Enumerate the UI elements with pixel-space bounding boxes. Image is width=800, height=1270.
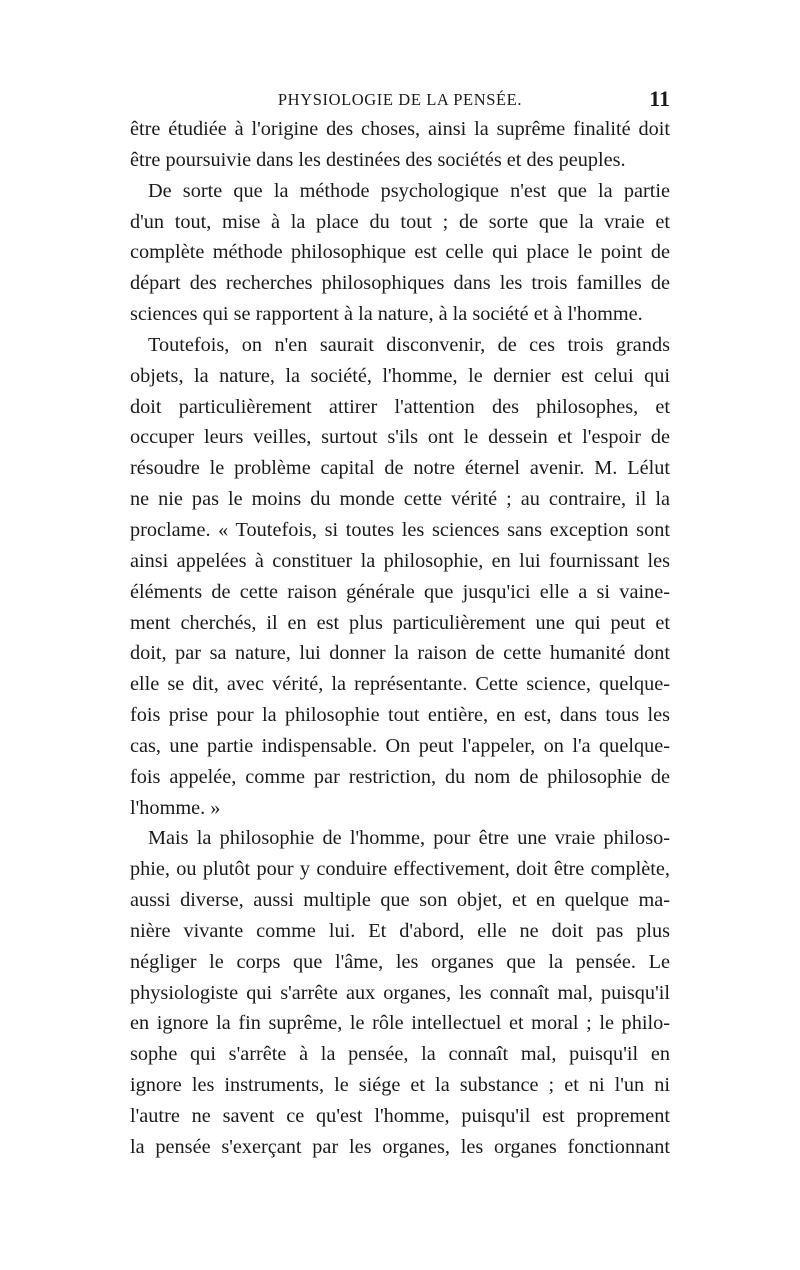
text-line: départ des recherches philosophiques dans les trois familles de (130, 272, 670, 295)
text-line: aussi diverse, aussi multiple que son objet, et en quelque ma- (130, 889, 670, 912)
text-line: phie, ou plutôt pour y conduire effectivement, doit être complète, (130, 858, 670, 881)
running-title: PHYSIOLOGIE DE LA PENSÉE. (277, 90, 523, 109)
text-line: complète méthode philosophique est celle qui place le point de (130, 241, 670, 264)
text-line: nière vivante comme lui. Et d'abord, elle ne doit pas plus (130, 919, 670, 942)
text-line: occuper leurs veilles, surtout s'ils ont le dessein et l'espoir de (130, 426, 670, 449)
text-line: ainsi appelées à constituer la philosophie, en lui fournissant les (130, 549, 670, 572)
text-line: ment cherchés, il en est plus particulièrement une qui peut et (130, 611, 670, 634)
text-line: être poursuivie dans les destinées des sociétés et des peuples. (130, 148, 626, 171)
text-line: ne nie pas le moins du monde cette vérité ; au contraire, il la (130, 488, 670, 511)
text-line: négliger le corps que l'âme, les organes que la pensée. Le (130, 950, 670, 973)
text-line: résoudre le problème capital de notre éternel avenir. M. Lélut (130, 457, 670, 480)
book-page (130, 86, 670, 1163)
text-line: objets, la nature, la société, l'homme, le dernier est celui qui (130, 364, 670, 387)
text-line: éléments de cette raison générale que jusqu'ici elle a si vaine- (130, 580, 670, 603)
text-line: elle se dit, avec vérité, la représentante. Cette science, quelque- (130, 673, 670, 696)
text-line: cas, une partie indispensable. On peut l'appeler, on l'a quelque- (130, 734, 670, 757)
text-line: fois prise pour la philosophie tout entière, en est, dans tous les (130, 704, 670, 727)
text-line: la pensée s'exerçant par les organes, les organes fonctionnant (130, 1135, 670, 1158)
text-line: d'un tout, mise à la place du tout ; de sorte que la vraie et (130, 210, 670, 233)
text-line: doit, par sa nature, lui donner la raison de cette humanité dont (130, 642, 670, 665)
text-line: doit particulièrement attirer l'attention des philosophes, et (130, 395, 670, 418)
text-line: sophe qui s'arrête à la pensée, la connaît mal, puisqu'il en (130, 1043, 670, 1066)
text-line: De sorte que la méthode psychologique n'est que la partie (148, 179, 670, 202)
text-line: fois appelée, comme par restriction, du nom de philosophie de (130, 765, 670, 788)
text-line: Mais la philosophie de l'homme, pour être une vraie philoso- (148, 827, 670, 850)
running-header (130, 86, 670, 114)
text-line: proclame. « Toutefois, si toutes les sciences sans exception sont (130, 518, 670, 541)
text-line: l'autre ne savent ce qu'est l'homme, puisqu'il est proprement (130, 1105, 670, 1127)
page-number: 11 (649, 86, 670, 111)
text-line: être étudiée à l'origine des choses, ainsi la suprême finalité doit (130, 118, 670, 140)
text-line: l'homme. » (130, 796, 221, 819)
text-line: sciences qui se rapportent à la nature, à la société et à l'homme. (130, 303, 643, 326)
text-line: Toutefois, on n'en saurait disconvenir, de ces trois grands (148, 333, 670, 356)
text-line: en ignore la fin suprême, le rôle intellectuel et moral ; le philo- (130, 1012, 670, 1035)
body-text (130, 114, 670, 1163)
text-line: physiologiste qui s'arrête aux organes, les connaît mal, puisqu'il (130, 981, 670, 1004)
text-line: ignore les instruments, le siége et la substance ; et ni l'un ni (130, 1074, 670, 1097)
